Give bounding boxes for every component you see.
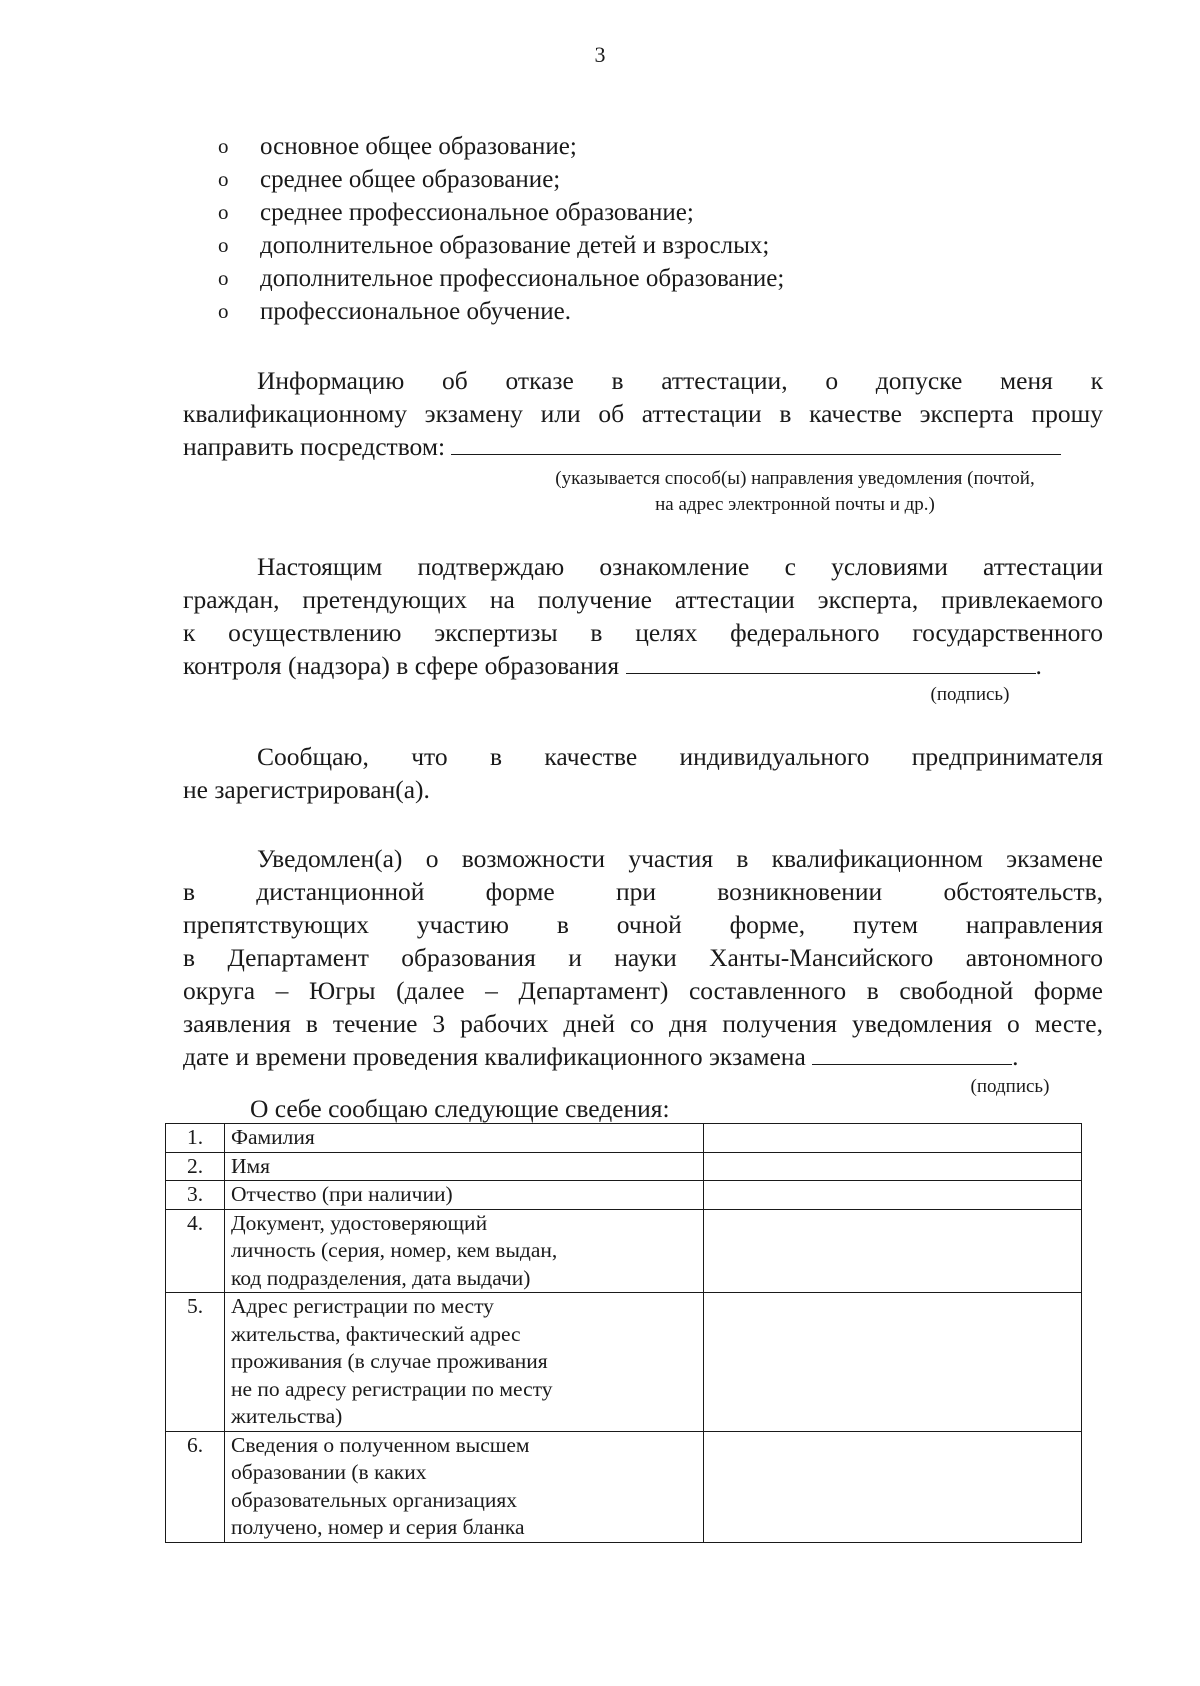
row-value [704, 1431, 1082, 1542]
table-row [166, 1209, 1082, 1293]
notification-line-1: Информацию об отказе в аттестации, о допуске меня к [257, 366, 1103, 395]
entrepreneur-paragraph [183, 740, 1103, 806]
confirmation-line-3: к осуществлению экспертизы в целях федерального государственного [183, 618, 1103, 647]
row-label-line: Адрес регистрации по месту [231, 1294, 494, 1318]
row-label-line: получено, номер и серия бланка [231, 1515, 525, 1539]
row-label [225, 1124, 704, 1153]
notification-line-3 [183, 430, 1103, 463]
remote-exam-line-7 [183, 1040, 1103, 1073]
confirmation-signature-blank [626, 653, 1036, 674]
table-row [166, 1293, 1082, 1432]
row-label-line: жительства) [231, 1404, 343, 1428]
notification-line-3-text: направить посредством: [183, 432, 446, 461]
personal-info-table [165, 1123, 1082, 1543]
notification-caption-line-1: (указывается способ(ы) направления уведомления (почтой, [555, 468, 1035, 489]
remote-exam-line-6: заявления в течение 3 рабочих дней со дня получения уведомления о месте, [183, 1009, 1103, 1038]
notification-caption-line-2: на адрес электронной почты и др.) [655, 494, 935, 515]
entrepreneur-line-1: Сообщаю, что в качестве индивидуального предпринимателя [257, 742, 1103, 771]
page-number: 3 [594, 42, 606, 67]
remote-exam-line-2: в дистанционной форме при возникновении обстоятельств, [183, 877, 1103, 906]
confirmation-line-2: граждан, претендующих на получение аттестации эксперта, привлекаемого [183, 585, 1103, 614]
row-label-line: Документ, удостоверяющий [231, 1210, 488, 1235]
remote-exam-end-mark: . [1012, 1042, 1019, 1071]
row-label-line: проживания (в случае проживания [231, 1349, 548, 1373]
row-value [704, 1124, 1082, 1153]
row-label-line: Имя [231, 1153, 271, 1178]
list-item [218, 130, 784, 163]
table-row [166, 1181, 1082, 1210]
row-label [225, 1293, 704, 1432]
row-label [225, 1181, 704, 1210]
row-label-line: жительства, фактический адрес [231, 1321, 521, 1346]
row-value [704, 1152, 1082, 1181]
row-label-line: личность (серия, номер, кем выдан, [231, 1238, 558, 1262]
remote-exam-line-5: округа – Югры (далее – Департамент) составленного в свободной форме [183, 976, 1103, 1005]
remote-exam-paragraph [183, 842, 1103, 1073]
row-value [704, 1181, 1082, 1210]
list-item-text: дополнительное образование детей и взрослых; [260, 232, 770, 259]
bullet-icon: o [218, 200, 229, 224]
list-item-text: среднее общее образование; [260, 166, 561, 193]
notification-paragraph [183, 364, 1103, 463]
list-item-text: дополнительное профессиональное образование; [260, 265, 785, 292]
row-number: 2. [166, 1152, 225, 1181]
bullet-icon: o [218, 167, 229, 191]
table-row [166, 1431, 1082, 1542]
list-item [218, 163, 784, 196]
remote-exam-line-7-text: дате и времени проведения квалификационного экзамена [183, 1042, 806, 1071]
confirmation-caption: (подпись) [930, 684, 1010, 705]
remote-exam-line-3: препятствующих участию в очной форме, путем направления [183, 910, 1103, 939]
confirmation-line-1: Настоящим подтверждаю ознакомление с условиями аттестации [257, 552, 1103, 581]
row-label [225, 1209, 704, 1293]
row-value [704, 1209, 1082, 1293]
row-label-line: образовании (в каких [231, 1460, 427, 1484]
remote-exam-line-1: Уведомлен(а) о возможности участия в квалификационном экзамене [257, 844, 1103, 873]
row-label-line: Фамилия [231, 1125, 315, 1149]
notification-line-2: квалификационному экзамену или об аттестации в качестве эксперта прошу [183, 399, 1103, 428]
table-row [166, 1124, 1082, 1153]
row-label-line: Сведения о полученном высшем [231, 1432, 530, 1457]
list-item [218, 262, 784, 295]
list-item [218, 295, 784, 328]
notification-caption [490, 466, 1100, 518]
remote-exam-caption: (подпись) [970, 1076, 1050, 1097]
row-number: 4. [166, 1209, 225, 1293]
row-label [225, 1431, 704, 1542]
confirmation-line-4 [183, 649, 1103, 682]
row-label-line: Отчество (при наличии) [231, 1182, 453, 1206]
table-row [166, 1152, 1082, 1181]
list-item [218, 196, 784, 229]
list-item-text: профессиональное обучение. [260, 298, 572, 325]
bullet-icon: o [218, 233, 229, 257]
remote-exam-line-4: в Департамент образования и науки Ханты-Мансийского автономного [183, 943, 1103, 972]
confirmation-end-mark: . [1035, 651, 1042, 680]
bullet-icon: o [218, 299, 229, 323]
row-label-line: не по адресу регистрации по месту [231, 1376, 553, 1401]
bullet-icon: o [218, 266, 229, 290]
row-number: 5. [166, 1293, 225, 1432]
row-label-line: образовательных организациях [231, 1487, 518, 1512]
list-item-text: среднее профессиональное образование; [260, 199, 694, 226]
row-number: 6. [166, 1431, 225, 1542]
education-levels-list [218, 130, 784, 328]
row-label [225, 1152, 704, 1181]
table-intro: О себе сообщаю следующие сведения: [250, 1094, 670, 1123]
row-number: 1. [166, 1124, 225, 1153]
bullet-icon: o [218, 134, 229, 158]
confirmation-line-4-text: контроля (надзора) в сфере образования [183, 651, 620, 680]
list-item [218, 229, 784, 262]
notification-method-blank [451, 434, 1061, 455]
row-number: 3. [166, 1181, 225, 1210]
row-label-line: код подразделения, дата выдачи) [231, 1265, 531, 1290]
confirmation-paragraph [183, 550, 1103, 682]
remote-exam-signature-blank [812, 1044, 1012, 1065]
entrepreneur-line-2: не зарегистрирован(а). [183, 775, 430, 804]
list-item-text: основное общее образование; [260, 133, 577, 160]
row-value [704, 1293, 1082, 1432]
